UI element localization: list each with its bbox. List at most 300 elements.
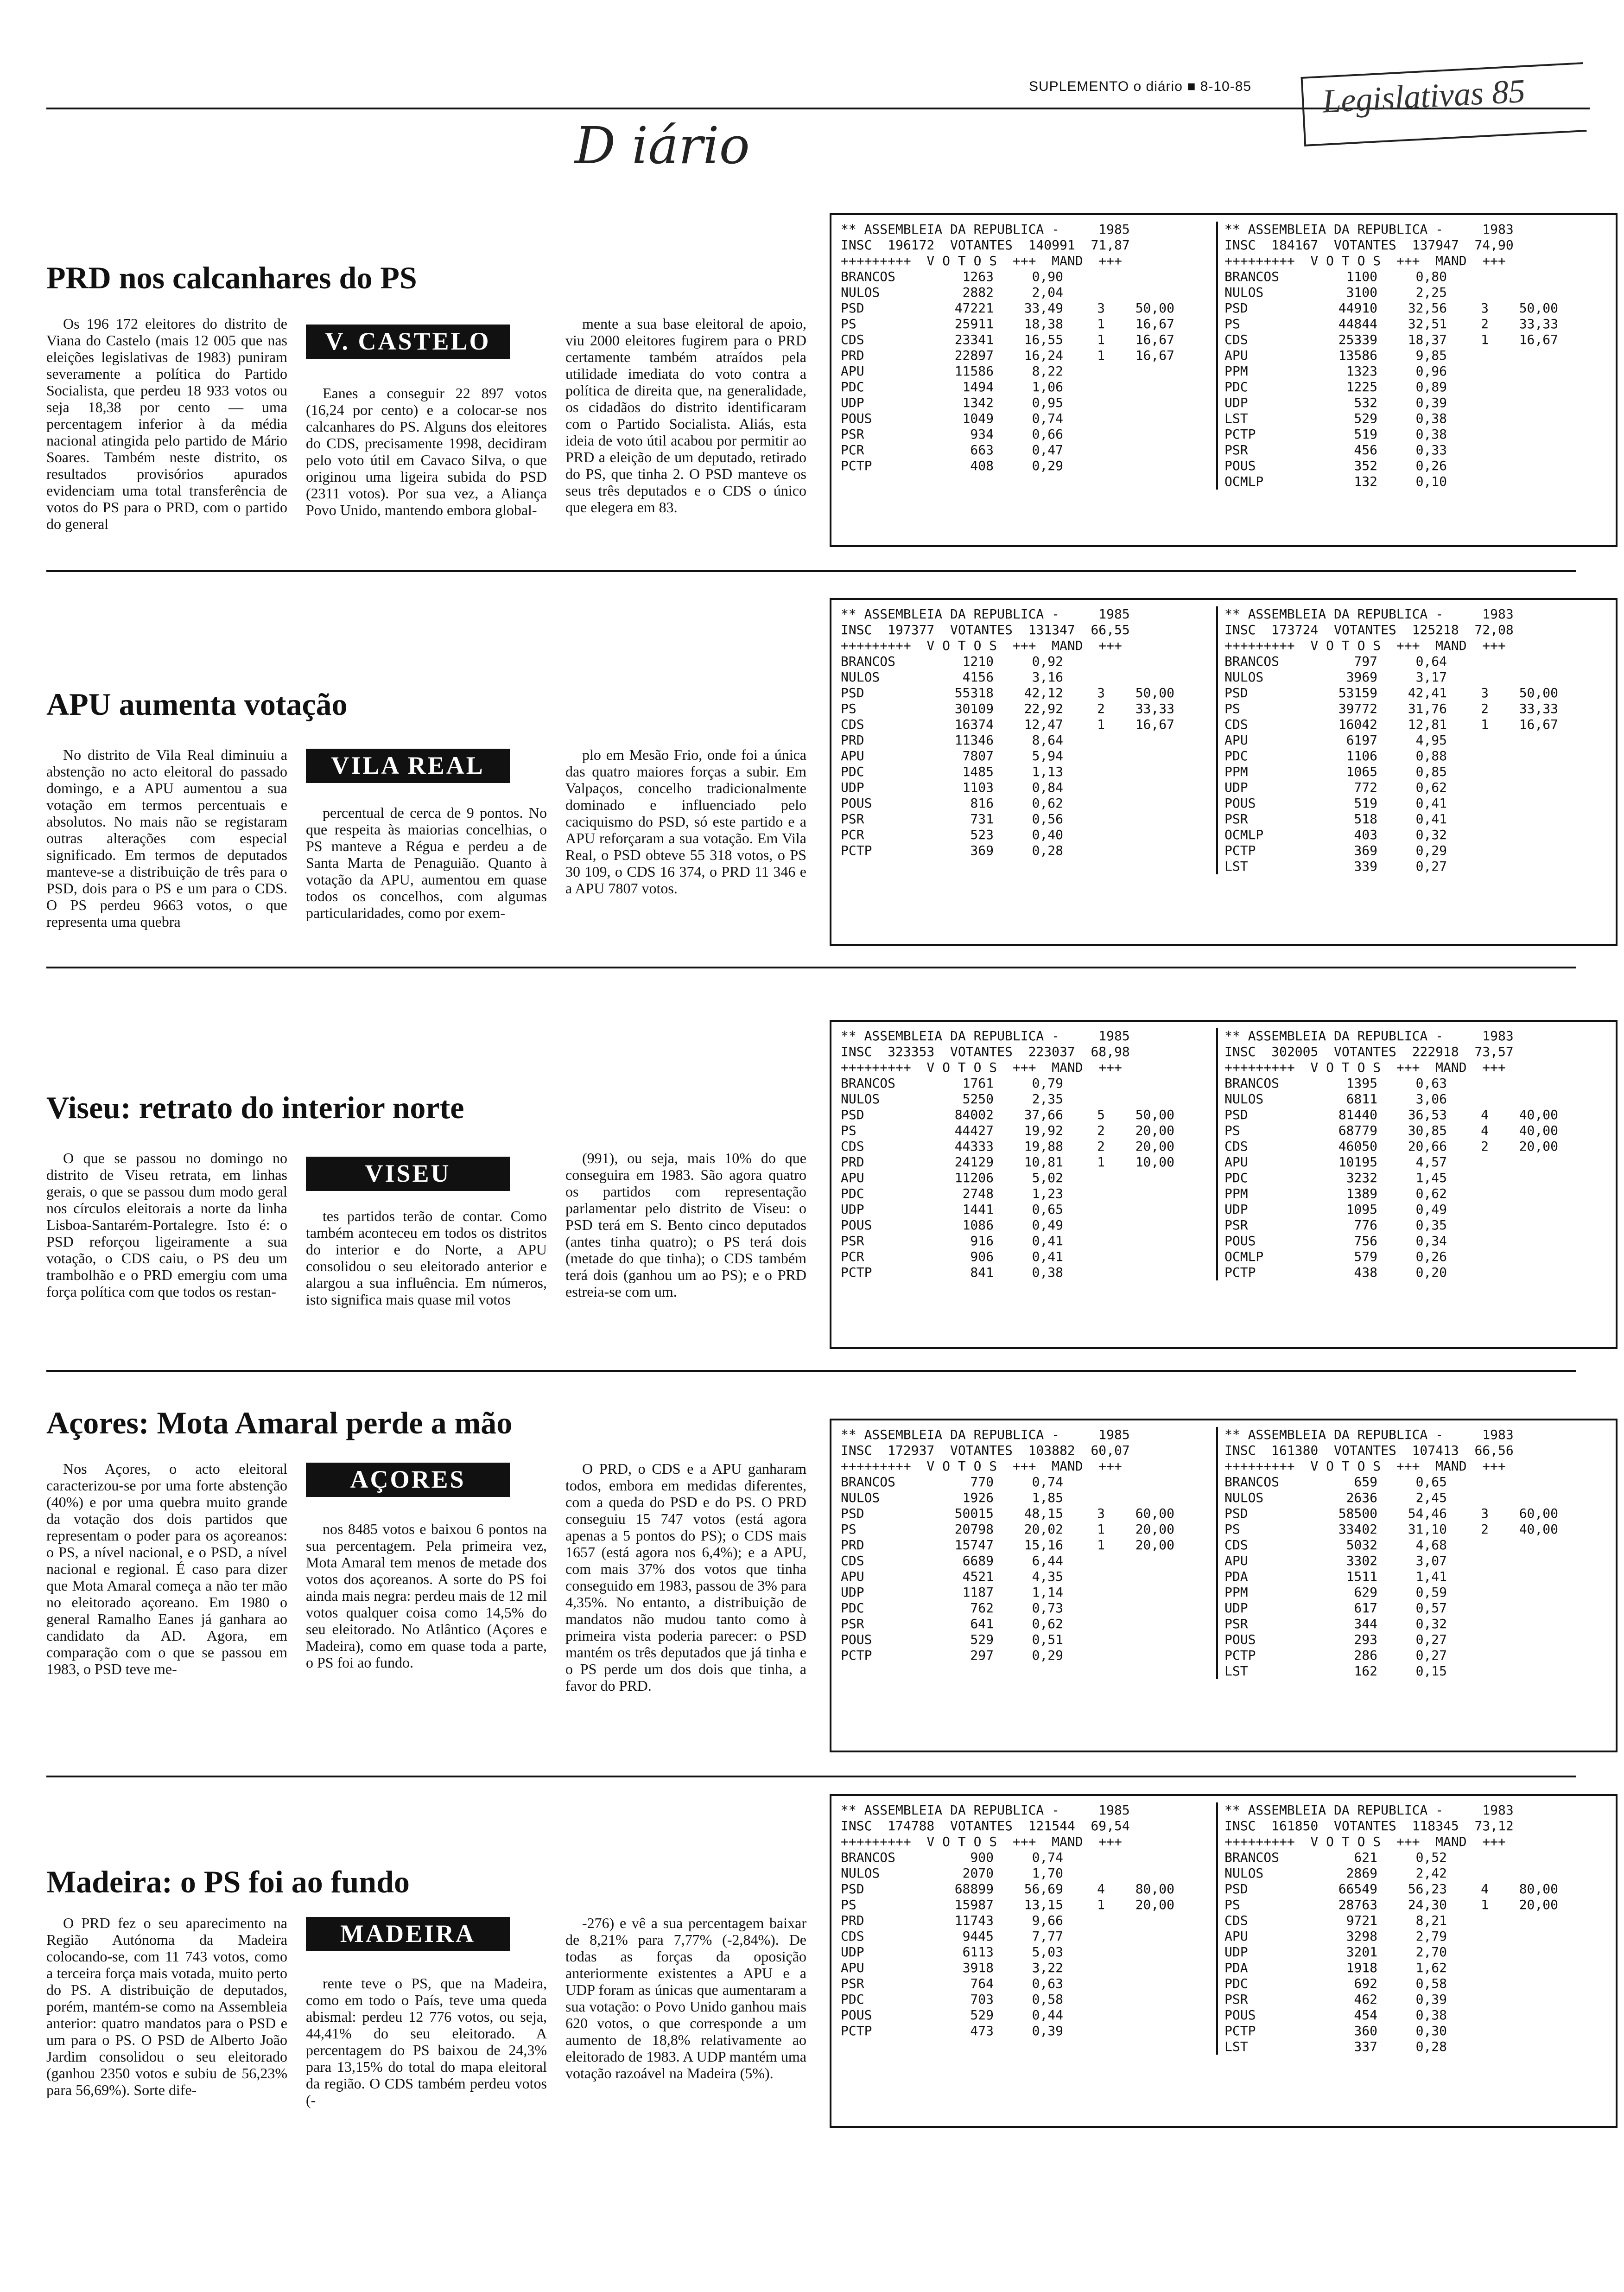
mandates-cell [1447,811,1489,827]
percent-cell: 2,25 [1415,285,1447,300]
percent-cell: 0,38 [1415,427,1447,442]
mandate-percent-cell [1105,1850,1174,1865]
mandates-cell [1447,1076,1489,1091]
mandates-cell [1447,1490,1489,1506]
votes-cell: 816 [970,796,994,811]
party-cell: CDS [1224,1913,1248,1928]
mandates-cell [1063,780,1105,796]
votes-cell: 84002 [954,1107,994,1122]
percent-cell: 1,14 [1032,1585,1063,1600]
results-table [830,598,1618,946]
votes-cell: 473 [970,2023,994,2038]
table-row [841,1490,1216,1506]
section-title: Viseu: retrato do interior norte [46,1090,464,1125]
table-row [1224,2039,1600,2055]
mandates-cell [1447,1154,1489,1170]
votes-cell: 162 [1354,1663,1377,1679]
party-cell: BRANCOS [1224,269,1280,284]
mandate-percent-cell [1105,1217,1174,1233]
table-insc: INSC 196172 VOTANTES 140991 71,87 [841,237,1130,253]
results-1985-panel [841,222,1216,474]
mandate-percent-cell [1489,669,1558,685]
votes-cell: 50015 [954,1506,994,1521]
votes-cell: 25339 [1338,332,1377,347]
mandate-percent-cell [1489,2023,1558,2039]
votes-cell: 46050 [1338,1139,1377,1154]
mandate-percent-cell [1489,395,1558,411]
mandate-percent-cell [1105,442,1174,458]
table-row [1224,1217,1600,1233]
votes-cell: 5032 [1346,1537,1377,1553]
mandate-percent-cell [1489,1663,1558,1679]
votes-cell: 28763 [1338,1897,1377,1912]
table-row [1224,1522,1600,1537]
votes-cell: 2636 [1346,1490,1377,1505]
mandates-cell [1063,1233,1105,1249]
table-row [841,1139,1216,1154]
mandates-cell [1447,1585,1489,1600]
party-cell: APU [841,1569,864,1584]
votes-cell: 1086 [962,1217,994,1233]
mandates-cell [1447,1929,1489,1944]
table-bar: +++++++++ V O T O S +++ MAND +++ [1224,1060,1506,1075]
mandates-cell [1447,1249,1489,1265]
votes-cell: 15747 [954,1537,994,1553]
mandates-cell [1447,1865,1489,1881]
votes-cell: 403 [1354,827,1377,842]
table-head: ** ASSEMBLEIA DA REPUBLICA - 1985 [841,1028,1130,1044]
percent-cell: 42,41 [1408,685,1447,700]
votes-cell: 369 [1354,843,1377,858]
mandate-percent-cell: 40,00 [1519,1107,1558,1122]
party-cell: APU [1224,348,1248,363]
percent-cell: 56,23 [1408,1881,1447,1897]
party-cell: PS [1224,1897,1240,1912]
table-row [1224,1850,1600,1865]
percent-cell: 0,35 [1415,1217,1447,1233]
mandates-cell [1063,1600,1105,1616]
party-cell: UDP [841,1202,864,1217]
mandates-cell [1447,732,1489,748]
table-row [841,395,1216,411]
section-divider [46,570,1576,572]
mandate-percent-cell: 20,00 [1135,1537,1174,1553]
mandate-percent-cell [1489,1474,1558,1490]
mandate-percent-cell [1105,1249,1174,1265]
votes-cell: 339 [1354,859,1377,874]
mandate-percent-cell: 33,33 [1135,701,1174,716]
mandates-cell [1063,1585,1105,1600]
table-row [841,843,1216,859]
table-row [1224,363,1600,379]
mandate-percent-cell [1105,732,1174,748]
district-label: MADEIRA [306,1917,510,1951]
mandates-cell [1063,654,1105,669]
table-bar: +++++++++ V O T O S +++ MAND +++ [841,1060,1122,1075]
votes-cell: 30109 [954,701,994,716]
percent-cell: 0,15 [1415,1663,1447,1679]
votes-cell: 39772 [1338,701,1377,716]
party-cell: LST [1224,2039,1248,2054]
mandate-percent-cell [1489,1850,1558,1865]
percent-cell: 3,07 [1415,1553,1447,1568]
votes-cell: 33402 [1338,1522,1377,1537]
table-row [1224,1913,1600,1929]
mandates-cell: 3 [1097,1506,1105,1521]
party-cell: PSR [1224,442,1248,458]
mandate-percent-cell [1105,1929,1174,1944]
mandate-percent-cell [1489,1944,1558,1960]
percent-cell: 0,64 [1415,654,1447,669]
mandate-percent-cell [1489,1186,1558,1202]
mandates-cell [1447,1202,1489,1217]
table-row [1224,1897,1600,1913]
party-cell: APU [841,363,864,379]
mandate-percent-cell [1105,285,1174,300]
section-divider [46,1776,1576,1777]
table-row [841,1186,1216,1202]
table-row [1224,1139,1600,1154]
mandates-cell: 1 [1097,1537,1105,1553]
mandate-percent-cell [1105,411,1174,427]
mandate-percent-cell [1105,780,1174,796]
votes-cell: 579 [1354,1249,1377,1264]
party-cell: PPM [1224,1585,1248,1600]
party-cell: PSD [1224,1107,1248,1122]
results-table [830,1020,1618,1349]
mandate-percent-cell [1489,285,1558,300]
votes-cell: 692 [1354,1976,1377,1991]
results-1983-panel [1216,1028,1600,1280]
table-row [841,1569,1216,1585]
party-cell: PRD [841,732,864,748]
percent-cell: 9,66 [1032,1913,1063,1928]
votes-cell: 6811 [1346,1091,1377,1107]
results-table [830,1419,1618,1752]
party-cell: PCTP [841,2023,872,2038]
party-cell: CDS [1224,332,1248,347]
mandates-cell [1063,1569,1105,1585]
table-row [1224,269,1600,285]
mandate-percent-cell: 50,00 [1135,1107,1174,1122]
article-column-1: No distrito de Vila Real diminuiu a abstenção no acto eleitoral do passado domingo, e a APU aumentou a sua votação em termos percentuais e absolutos. No mais não se registaram outras alterações com especial significado. Em termos de deputados manteve-se a distribuição de três para o PSD, dois para o PS e um para o CDS. O PS perdeu 9663 votos, o que representa uma quebra [46,746,287,930]
votes-cell: 15987 [954,1897,994,1912]
percent-cell: 0,47 [1032,442,1063,458]
percent-cell: 0,58 [1032,1992,1063,2007]
mandate-percent-cell [1105,2007,1174,2023]
mandates-cell [1447,427,1489,442]
mandates-cell [1063,1249,1105,1265]
article-column-3: (991), ou seja, mais 10% do que conseguira em 1983. São agora quatro os partidos com representação parlamentar pelo distrito de Viseu: o PSD terá em S. Bento cinco deputados (antes tinha quatro); o PS terá dois (metade do que tinha); o CDS também terá dois (ganhou um ao PS); e o PRD estreia-se com um. [565,1150,806,1300]
party-cell: UDP [1224,1202,1248,1217]
percent-cell: 13,15 [1024,1897,1063,1912]
article-column-1: O PRD fez o seu aparecimento na Região Autónoma da Madeira colocando-se, com 11 743 votos, como a terceira força mais votada, muito perto do PS. A distribuição de deputados, porém, mantém-se como na Assembleia anterior: quatro mandatos para o PSD e um para o PS. O PSD de Alberto João Jardim consolidou o seu eleitorado (ganhou 2350 votos e subiu de 56,23% para 56,69%). Sorte dife- [46,1915,287,2098]
mandates-cell [1447,1186,1489,1202]
section-divider [46,967,1576,968]
percent-cell: 32,51 [1408,316,1447,331]
party-cell: CDS [841,1139,864,1154]
mandate-percent-cell [1105,1202,1174,1217]
percent-cell: 1,70 [1032,1865,1063,1881]
party-cell: OCMLP [1224,1249,1264,1264]
table-insc: INSC 323353 VOTANTES 223037 68,98 [841,1044,1130,1059]
votes-cell: 53159 [1338,685,1377,700]
party-cell: BRANCOS [1224,1850,1280,1865]
table-row [841,1474,1216,1490]
table-head: ** ASSEMBLEIA DA REPUBLICA - 1985 [841,606,1130,622]
party-cell: PDC [841,379,864,395]
table-row [1224,395,1600,411]
mandates-cell [1447,1913,1489,1929]
article-column-2: Eanes a conseguir 22 897 votos (16,24 por cento) e a colocar-se nos calcanhares do PS. Alguns dos eleitores do CDS, precisamente 1998, decidiram pelo voto útil em Cavaco Silva, o que originou uma ligeira subida do PSD (2311 votos). Por sua vez, a Aliança Povo Unido, mantendo embora global- [306,385,547,518]
votes-cell: 762 [970,1600,994,1616]
votes-cell: 24129 [954,1154,994,1170]
party-cell: BRANCOS [1224,1474,1280,1490]
party-cell: PSD [1224,1506,1248,1521]
results-1983-panel [1216,606,1600,874]
mandate-percent-cell [1105,1265,1174,1280]
votes-cell: 1106 [1346,748,1377,764]
mandate-percent-cell: 80,00 [1135,1881,1174,1897]
table-row [1224,442,1600,458]
percent-cell: 0,38 [1415,411,1447,426]
table-row [841,1897,1216,1913]
article-column-3: O PRD, o CDS e a APU ganharam todos, embora em medidas diferentes, com a queda do PSD e do PS. O PRD conseguiu 15 747 votos (está agora apenas a 5 pontos do PS); o CDS mais 1657 (está agora nos 6,4%); e a APU, com mais 37% dos votos que tinha conseguido em 1983, passou de 3% para 4,35%. No entanto, a distribuição de mandatos não mudou tanto como à primeira vista poderia parecer: o PSD mantém os três deputados que já tinha e o PS perde um dos dois que tinha, a favor do PRD. [565,1460,806,1694]
mandates-cell [1447,764,1489,780]
table-insc: INSC 184167 VOTANTES 137947 74,90 [1224,237,1514,253]
table-row [841,796,1216,811]
votes-cell: 617 [1354,1600,1377,1616]
mandate-percent-cell [1105,1474,1174,1490]
mandate-percent-cell [1105,1913,1174,1929]
votes-cell: 25911 [954,316,994,331]
mandate-percent-cell [1105,1076,1174,1091]
table-row [1224,300,1600,316]
mandate-percent-cell: 16,67 [1519,332,1558,347]
mandate-percent-cell [1489,1585,1558,1600]
party-cell: PCTP [841,1648,872,1663]
table-row [1224,1186,1600,1202]
table-head: ** ASSEMBLEIA DA REPUBLICA - 1983 [1224,1028,1514,1044]
party-cell: PPM [1224,363,1248,379]
mandates-cell [1447,1569,1489,1585]
party-cell: PSD [841,685,864,700]
party-cell: PSD [1224,300,1248,316]
votes-cell: 16042 [1338,717,1377,732]
votes-cell: 3232 [1346,1170,1377,1185]
mandate-percent-cell: 10,00 [1135,1154,1174,1170]
mandate-percent-cell: 16,67 [1135,332,1174,347]
party-cell: PCR [841,1249,864,1264]
party-cell: APU [1224,732,1248,748]
table-head: ** ASSEMBLEIA DA REPUBLICA - 1983 [1224,1427,1514,1442]
table-row [1224,1506,1600,1522]
table-row [1224,764,1600,780]
mandates-cell [1447,748,1489,764]
party-cell: PSR [841,1616,864,1631]
table-row [1224,1585,1600,1600]
table-row [1224,348,1600,363]
party-cell: UDP [1224,1600,1248,1616]
table-row [1224,1154,1600,1170]
mandate-percent-cell [1489,843,1558,859]
article-column-2: nos 8485 votos e baixou 6 pontos na sua percentagem. Pela primeira vez, Mota Amaral tem menos de metade dos votos dos açoreanos. A sorte do PS foi ainda mais negra: perdeu mais de 12 mil votos qualquer coisa como 14,5% do seu eleitorado. No Atlântico (Açores e Madeira), como em quase toda a parte, o PS foi ao fundo. [306,1521,547,1671]
percent-cell: 18,37 [1408,332,1447,347]
mandate-percent-cell [1489,1202,1558,1217]
percent-cell: 2,04 [1032,285,1063,300]
party-cell: PSD [841,1506,864,1521]
table-row [841,1616,1216,1632]
percent-cell: 0,33 [1415,442,1447,458]
mandate-percent-cell [1489,458,1558,474]
table-bar: +++++++++ V O T O S +++ MAND +++ [841,1458,1122,1474]
legislativas-stamp: Legislativas 85 [1300,62,1586,146]
votes-cell: 16374 [954,717,994,732]
mandate-percent-cell [1105,395,1174,411]
table-row [841,1929,1216,1944]
table-row [1224,1123,1600,1139]
percent-cell: 0,63 [1032,1976,1063,1991]
mandates-cell [1063,748,1105,764]
percent-cell: 0,32 [1415,1616,1447,1631]
mandate-percent-cell [1105,1600,1174,1616]
mandates-cell [1063,827,1105,843]
table-row [841,654,1216,669]
table-row [841,1217,1216,1233]
mandates-cell [1063,669,1105,685]
votes-cell: 1095 [1346,1202,1377,1217]
table-row [841,1123,1216,1139]
mandates-cell: 1 [1481,717,1489,732]
mandate-percent-cell [1105,796,1174,811]
votes-cell: 1761 [962,1076,994,1091]
percent-cell: 1,06 [1032,379,1063,395]
table-row [841,1249,1216,1265]
percent-cell: 1,23 [1032,1186,1063,1201]
percent-cell: 0,49 [1032,1217,1063,1233]
table-row [1224,1553,1600,1569]
party-cell: NULOS [1224,285,1264,300]
mandate-percent-cell: 33,33 [1519,701,1558,716]
party-cell: PS [1224,316,1240,331]
percent-cell: 0,90 [1032,269,1063,284]
mandate-percent-cell [1105,1170,1174,1186]
votes-cell: 1441 [962,1202,994,1217]
results-table [830,1794,1618,2128]
section-title: APU aumenta votação [46,687,348,722]
mandate-percent-cell: 50,00 [1135,300,1174,316]
percent-cell: 0,38 [1032,1265,1063,1280]
party-cell: CDS [841,1553,864,1568]
percent-cell: 16,24 [1024,348,1063,363]
votes-cell: 9445 [962,1929,994,1944]
table-row [1224,411,1600,427]
votes-cell: 1918 [1346,1960,1377,1975]
table-row [1224,748,1600,764]
mandates-cell [1447,859,1489,874]
mandates-cell [1063,1992,1105,2007]
votes-cell: 1103 [962,780,994,795]
votes-cell: 2748 [962,1186,994,1201]
party-cell: CDS [1224,717,1248,732]
votes-cell: 621 [1354,1850,1377,1865]
party-cell: PS [841,1123,856,1138]
party-cell: PDC [1224,748,1248,764]
party-cell: PDA [1224,1960,1248,1975]
votes-cell: 344 [1354,1616,1377,1631]
table-row [841,669,1216,685]
results-1985-panel [841,1028,1216,1280]
mandate-percent-cell [1105,1553,1174,1569]
percent-cell: 6,44 [1032,1553,1063,1568]
table-row [1224,379,1600,395]
party-cell: PSD [841,300,864,316]
table-row [1224,811,1600,827]
votes-cell: 13586 [1338,348,1377,363]
party-cell: UDP [1224,1944,1248,1960]
votes-cell: 641 [970,1616,994,1631]
percent-cell: 0,57 [1415,1600,1447,1616]
percent-cell: 48,15 [1024,1506,1063,1521]
votes-cell: 81440 [1338,1107,1377,1122]
party-cell: NULOS [841,1865,880,1881]
mandate-percent-cell [1105,2023,1174,2039]
mandate-percent-cell [1105,458,1174,474]
votes-cell: 11346 [954,732,994,748]
mandates-cell [1447,1553,1489,1569]
votes-cell: 906 [970,1249,994,1264]
percent-cell: 0,58 [1415,1976,1447,1991]
mandates-cell [1063,363,1105,379]
party-cell: PCTP [1224,1265,1256,1280]
percent-cell: 0,34 [1415,1233,1447,1248]
party-cell: PS [841,316,856,331]
party-cell: PSD [841,1881,864,1897]
votes-cell: 934 [970,427,994,442]
mandates-cell [1063,2023,1105,2039]
table-row [1224,796,1600,811]
mandate-percent-cell [1105,269,1174,285]
percent-cell: 0,10 [1415,474,1447,489]
mandates-cell [1063,269,1105,285]
percent-cell: 0,62 [1032,796,1063,811]
percent-cell: 18,38 [1024,316,1063,331]
votes-cell: 462 [1354,1992,1377,2007]
table-row [1224,1960,1600,1976]
table-row [841,1600,1216,1616]
mandates-cell: 4 [1481,1107,1489,1122]
mandates-cell [1063,1091,1105,1107]
mandate-percent-cell: 33,33 [1519,316,1558,331]
mandates-cell: 5 [1097,1107,1105,1122]
results-1985-panel [841,1802,1216,2039]
table-row [1224,1170,1600,1186]
party-cell: PDC [841,1992,864,2007]
percent-cell: 0,84 [1032,780,1063,795]
mandates-cell [1447,1217,1489,1233]
district-label: AÇORES [306,1463,510,1497]
percent-cell: 0,30 [1415,2023,1447,2038]
mandate-percent-cell [1489,1992,1558,2007]
votes-cell: 44427 [954,1123,994,1138]
mandate-percent-cell [1489,2007,1558,2023]
mandates-cell [1447,1648,1489,1663]
party-cell: PDC [841,764,864,779]
party-cell: PSD [841,1107,864,1122]
table-row [1224,717,1600,732]
percent-cell: 0,79 [1032,1076,1063,1091]
votes-cell: 523 [970,827,994,842]
